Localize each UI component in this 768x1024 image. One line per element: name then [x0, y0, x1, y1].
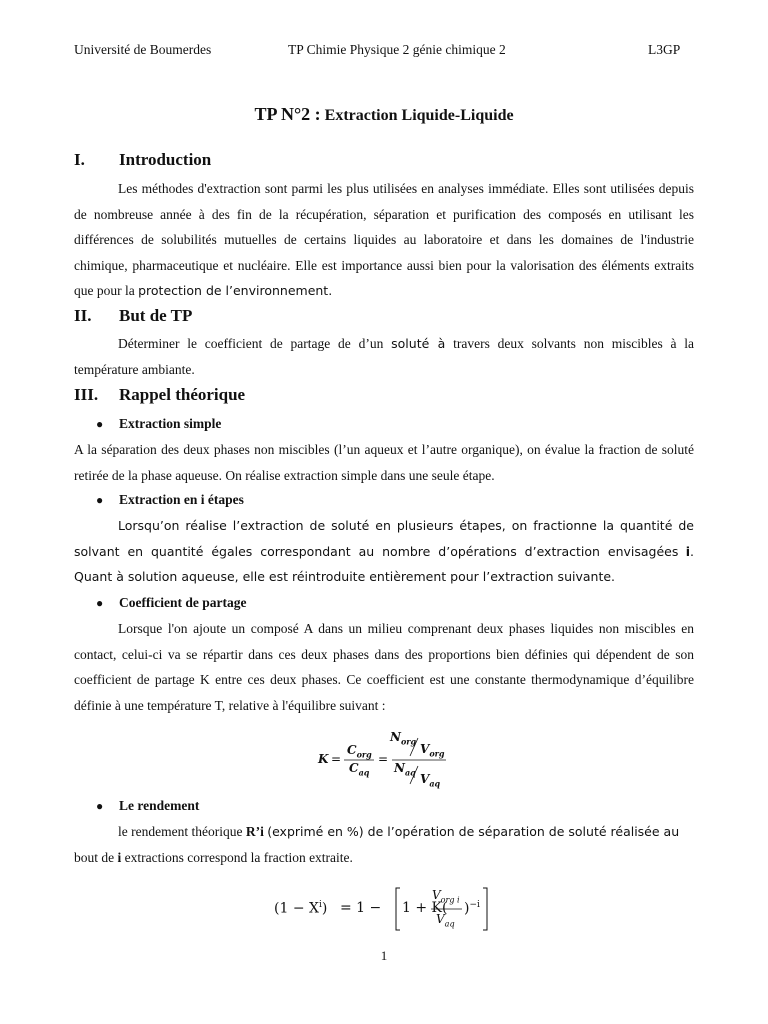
etapes-tail: . Quant à solution aqueuse, elle est réintroduite entièrement pour l’extraction suivante.: [74, 543, 695, 584]
formula-lhs: $(1 - X^i)$: [274, 900, 328, 917]
bullet-extraction-etapes: [96, 492, 244, 508]
formula-v-aq-2: $V_{aq}$: [436, 912, 455, 929]
partition-coefficient-formula: [316, 728, 456, 788]
page-number: 1: [380, 948, 388, 963]
formula-v-aq: $V_{aq}$: [420, 772, 441, 789]
formula-equals-one: = 1 −: [340, 900, 382, 916]
rendement-text-2: (exprimé en %) de l’opération de séparation de soluté réalisée au: [267, 824, 680, 839]
section-title: But de TP: [119, 306, 193, 325]
formula-close: )$^{-i}$: [464, 900, 480, 917]
but-text: Déterminer le coefficient de partage de d’un: [118, 336, 384, 351]
but-text-tail: travers deux solvants non miscibles à la température ambiante.: [74, 336, 695, 377]
page-title: [0, 104, 768, 125]
bullet-dot-icon: ●: [96, 493, 104, 507]
formula-c-org: $C_{org}$: [347, 743, 372, 760]
rendement-text-4: extractions correspond la fraction extraite.: [124, 849, 353, 865]
header-university: Université de Boumerdes: [74, 42, 212, 57]
section-title: Introduction: [119, 150, 212, 169]
yield-formula: [272, 884, 502, 934]
formula-v-org-i: $V_{org i}$: [432, 888, 460, 905]
title-prefix: TP N°2 :: [254, 104, 321, 124]
coefficient-paragraph: [74, 616, 694, 718]
extraction-simple-paragraph: A la séparation des deux phases non miscibles (l’un aqueux et l’autre organique), on évalue la fraction de soluté retirée de la phase aqueuse. On réalise extraction simple dans une seule étape.: [74, 442, 694, 483]
rendement-text-3: bout de: [74, 849, 115, 865]
title-main: Extraction Liquide-Liquide: [324, 107, 514, 124]
bullet-rendement: [96, 798, 199, 814]
section-number: III.: [74, 385, 99, 404]
formula-k: K: [318, 752, 329, 766]
formula-inner: 1 + K(: [402, 900, 448, 916]
extraction-etapes-paragraph: [74, 513, 694, 590]
bullet-dot-icon: ●: [96, 799, 104, 813]
but-paragraph: [74, 331, 694, 382]
section-number: II.: [74, 306, 92, 325]
header-level: L3GP: [648, 42, 681, 57]
formula-equals-2: =: [378, 752, 389, 766]
rendement-i: i: [117, 849, 122, 865]
rendement-r: R’i: [245, 824, 264, 839]
bullet-title: Coefficient de partage: [119, 595, 247, 610]
header-course: TP Chimie Physique 2 génie chimique 2: [288, 42, 506, 57]
intro-text: Les méthodes d'extraction sont parmi les plus utilisées en analyses immédiate. Elles sont utilisées depuis de nombreuse année à des fin de la récupération, séparation et purification des composés en utilisant les différences de solubilités mutuelles de certains liquides au laboratoire et dans les domaines de l'industrie chimique, pharmaceutique et nucléaire. Elle est importance aussi bien pour la valorisation des éléments extraits que pour la: [74, 181, 694, 298]
section-heading-rappel: [74, 385, 245, 405]
bullet-title: Le rendement: [119, 798, 200, 813]
intro-paragraph: [74, 176, 694, 304]
coefficient-text: Lorsque l'on ajoute un composé A dans un milieu comprenant deux phases liquides non miscibles en contact, celui-ci va se répartir dans ces deux phases dans des proportions bien définies qui dépendent de son coefficient de partage K entre ces deux phases. Ce coefficient est une constante thermodynamique d’équilibre définie à une température T, relative à l'équilibre suivant :: [74, 621, 694, 713]
bullet-coefficient: [96, 595, 246, 611]
bullet-title: Extraction simple: [119, 416, 222, 431]
intro-text-tail: protection de l’environnement.: [138, 283, 333, 298]
rendement-paragraph: [74, 819, 694, 870]
bullet-dot-icon: ●: [96, 596, 104, 610]
formula-c-aq: $C_{aq}$: [349, 761, 370, 778]
section-heading-introduction: [74, 150, 211, 170]
etapes-i: i: [685, 543, 691, 559]
section-number: I.: [74, 150, 85, 169]
but-text-sans: soluté à: [391, 336, 446, 351]
rendement-text-1: le rendement théorique: [118, 824, 243, 839]
section-title: Rappel théorique: [119, 385, 246, 404]
bullet-title: Extraction en i étapes: [119, 492, 244, 507]
bullet-dot-icon: ●: [96, 417, 104, 431]
formula-v-org: $V_{org}$: [420, 742, 445, 759]
formula-n-aq: $N_{aq}$: [394, 761, 416, 778]
formula-n-org: $N_{org}$: [390, 730, 417, 747]
etapes-text: Lorsqu’on réalise l’extraction de soluté en plusieurs étapes, on fractionne la quantité de solvant en quantité égales correspondant au nombre d’opérations d’extraction envisagées: [74, 518, 694, 559]
bullet-extraction-simple: [96, 416, 221, 432]
formula-equals: =: [331, 752, 342, 766]
section-heading-but: [74, 306, 192, 326]
